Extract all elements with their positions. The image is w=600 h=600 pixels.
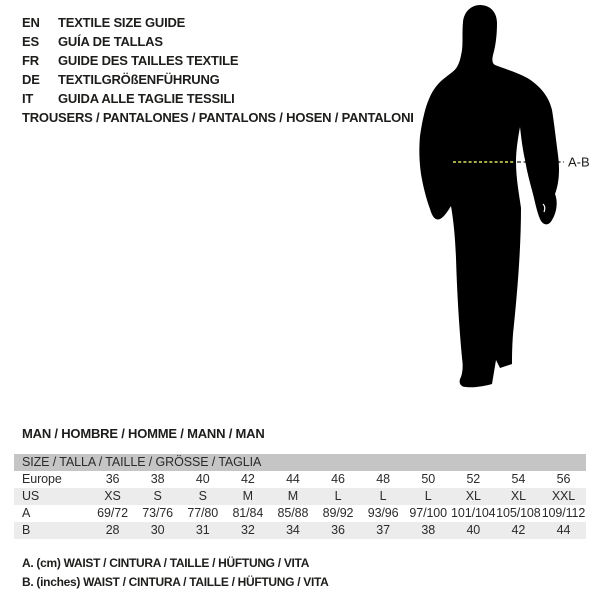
size-table-row-b	[14, 522, 586, 539]
size-value-cell: XXL	[551, 489, 576, 503]
size-table-rows	[14, 471, 586, 539]
language-label: GUÍA DE TALLAS	[58, 34, 163, 49]
language-row-fr	[22, 51, 238, 70]
size-value-cell: 37	[376, 523, 390, 537]
size-value-cell: 40	[195, 472, 210, 486]
size-value-cell: 34	[286, 523, 300, 537]
language-code: IT	[22, 91, 34, 106]
size-value-cell: XS	[104, 489, 121, 503]
note-a: A. (cm) WAIST / CINTURA / TAILLE / HÜFTUNG / VITA	[22, 556, 310, 570]
language-row-es	[22, 32, 238, 51]
size-value-cell: 101/104	[451, 506, 496, 520]
size-value-cell: 89/92	[322, 506, 354, 520]
size-value-cell: 38	[421, 523, 436, 537]
size-table-row-europe	[14, 471, 586, 488]
size-value-cell: 50	[421, 472, 436, 486]
size-value-cell: L	[334, 489, 342, 503]
size-value-cell: L	[379, 489, 387, 503]
size-value-cell: 36	[105, 472, 120, 486]
language-label: GUIDA ALLE TAGLIE TESSILI	[58, 91, 235, 106]
size-value-cell: 38	[150, 472, 165, 486]
size-value-cell: 69/72	[97, 506, 128, 520]
size-value-cell: 32	[240, 523, 255, 537]
size-value-cell: 97/100	[409, 506, 448, 520]
language-code: ES	[22, 34, 39, 49]
size-value-cell: XL	[465, 489, 481, 503]
row-label: A	[22, 506, 31, 520]
size-value-cell: 44	[556, 523, 571, 537]
size-value-cell: 52	[466, 472, 481, 486]
man-silhouette-figure	[400, 0, 600, 400]
category-title: TROUSERS / PANTALONES / PANTALONS / HOSEN / PANTALONI	[22, 110, 414, 125]
language-code: DE	[22, 72, 40, 87]
language-label: TEXTILGRÖßENFÜHRUNG	[58, 72, 220, 87]
size-value-cell: 46	[331, 472, 345, 486]
size-value-cell: M	[287, 489, 299, 503]
size-value-cell: 42	[511, 523, 526, 537]
language-row-it	[22, 89, 238, 108]
language-code: EN	[22, 15, 40, 30]
size-value-cell: 81/84	[232, 506, 264, 520]
size-value-cell: 30	[150, 523, 165, 537]
measurement-notes	[22, 554, 329, 591]
size-value-cell: 105/108	[496, 506, 541, 520]
language-code: FR	[22, 53, 39, 68]
size-value-cell: 31	[195, 523, 210, 537]
size-value-cell: 85/88	[277, 506, 309, 520]
size-value-cell: 56	[556, 472, 571, 486]
row-label: US	[22, 489, 40, 503]
size-value-cell: M	[242, 489, 253, 503]
size-value-cell: 54	[511, 472, 526, 486]
size-value-cell: 28	[105, 523, 120, 537]
row-label: Europe	[22, 472, 62, 486]
language-label: GUIDE DES TAILLES TEXTILE	[58, 53, 239, 68]
size-table-header: SIZE / TALLA / TAILLE / GRÖSSE / TAGLIA	[14, 454, 586, 471]
size-value-cell: 109/112	[541, 506, 586, 520]
size-table-row-us	[14, 488, 586, 505]
size-value-cell: L	[424, 489, 432, 503]
language-label: TEXTILE SIZE GUIDE	[58, 15, 186, 30]
size-value-cell: 93/96	[367, 506, 399, 520]
note-b: B. (inches) WAIST / CINTURA / TAILLE / HÜFTUNG / VITA	[22, 574, 329, 589]
size-table	[14, 454, 586, 539]
size-value-cell: 77/80	[187, 506, 219, 520]
language-row-de	[22, 70, 238, 89]
size-value-cell: S	[198, 489, 207, 503]
size-value-cell: 36	[331, 523, 345, 537]
size-value-cell: XL	[510, 489, 526, 503]
table-section-title: MAN / HOMBRE / HOMME / MANN / MAN	[22, 426, 265, 441]
language-row-en	[22, 13, 238, 32]
size-table-row-a	[14, 505, 586, 522]
man-silhouette	[419, 5, 559, 387]
size-value-cell: S	[153, 489, 162, 503]
row-label: B	[22, 523, 31, 537]
language-list	[22, 13, 238, 108]
size-value-cell: 44	[286, 472, 300, 486]
size-value-cell: 73/76	[142, 506, 174, 520]
size-value-cell: 40	[466, 523, 481, 537]
size-value-cell: 42	[240, 472, 255, 486]
waist-measure-label: A-B	[568, 154, 590, 170]
size-value-cell: 48	[376, 472, 390, 486]
